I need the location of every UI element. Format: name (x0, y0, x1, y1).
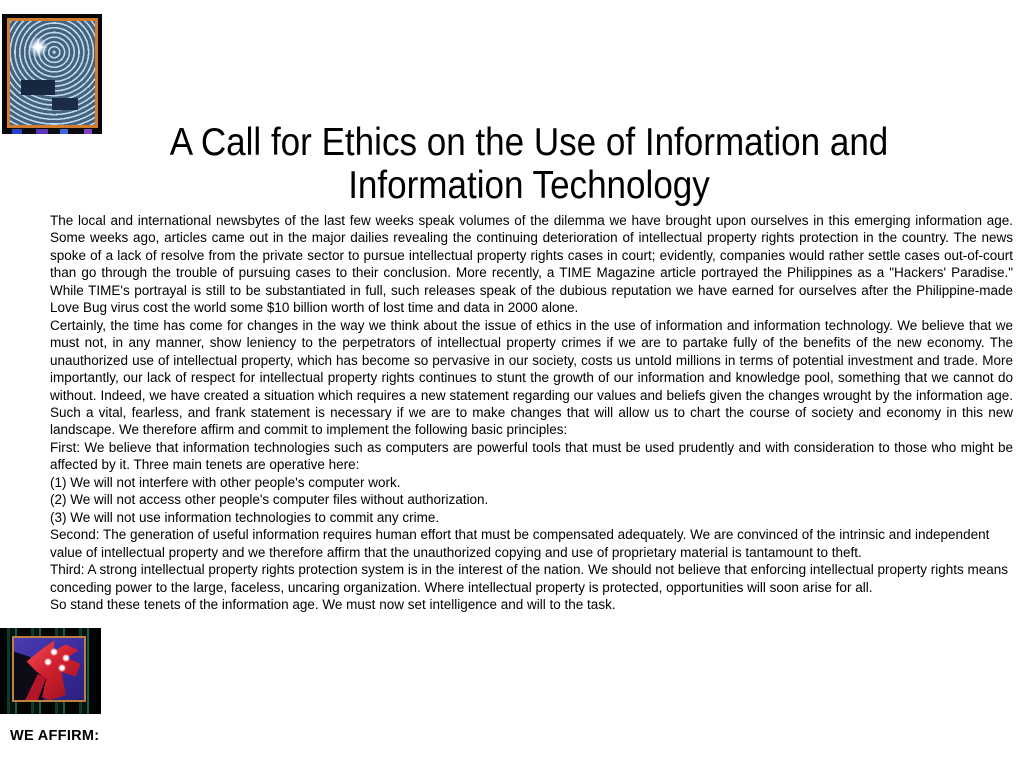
body-paragraph-first-principle: First: We believe that information technologies such as computers are powerful tools that must be used prudently and with consideration to those who might be affected by it. Three main tenets are operative here: (50, 439, 1013, 473)
body-paragraph-third-principle: Third: A strong intellectual property rights protection system is in the interest of the nation. We should not believe that enforcing intellectual property rights means conceding power to the large, faceless, uncaring organization. Where intellectual property is protected, opportunities will soon arise for all. (50, 562, 1009, 595)
slide-title-line-1: A Call for Ethics on the Use of Information and (169, 121, 889, 164)
sparkle-dot-icon (58, 664, 66, 672)
slide-body (50, 212, 1013, 613)
body-paragraph-newsbytes: The local and international newsbytes of the last few weeks speak volumes of the dilemma we have brought upon ourselves in this emerging information age. Some weeks ago, articles came out in the major dailies revealing the continuing deterioration of intellectual property rights protection in the country. The news spoke of a lack of resolve from the private sector to pursue intellectual property rights cases in court; evidently, companies would rather settle cases out-of-court than go through the trouble of pursuing cases to their conclusion. More recently, a TIME Magazine article portrayed the Philippines as a "Hackers' Paradise." While TIME's portrayal is still to be substantiated in full, such releases speak of the dubious reputation we have earned for ourselves after the Philippine-made Love Bug virus cost the world some $10 billion worth of lost time and data in 2000 alone. (50, 213, 1013, 316)
tenet-line-3: (3) We will not use information technologies to commit any crime. (50, 509, 440, 525)
body-paragraph-closing: So stand these tenets of the information age. We must now set intelligence and will to the task. (50, 596, 616, 612)
tenet-line-2: (2) We will not access other people's computer files without authorization. (50, 492, 489, 508)
hands-frame (12, 636, 86, 702)
sparkle-highlight-icon (28, 37, 48, 57)
sparkle-dot-icon (44, 658, 52, 666)
sparkle-dot-icon (62, 654, 70, 662)
red-hands-image (0, 628, 101, 714)
body-paragraph-second-principle: Second: The generation of useful information requires human effort that must be compensated adequately. We are convinced of the intrinsic and independent value of intellectual property and we therefore affirm that the unauthorized copying and use of proprietary material is tantamount to theft. (50, 527, 990, 560)
slide-title (34, 121, 1024, 207)
fingerprint-frame (7, 18, 98, 128)
body-paragraph-certainly: Certainly, the time has come for changes in the way we think about the issue of ethics in the use of information and information technology. We believe that we must not, in any manner, show leniency to the perpetrators of intellectual property crimes if we are to partake fully of the benefits of the new economy. The unauthorized use of intellectual property, which has become so pervasive in our society, costs us untold millions in terms of potential investment and trade. More importantly, our lack of respect for intellectual property rights continues to stunt the growth of our information and knowledge pool, something that we cannot do without. Indeed, we have created a situation which requires a new statement regarding our values and beliefs given the changes wrought by the information age. Such a vital, fearless, and frank statement is necessary if we are to make changes that will allow us to chart the course of society and economy in this new landscape. We therefore affirm and commit to implement the following basic principles: (50, 317, 1013, 438)
slide-title-line-2: Information Technology (348, 164, 710, 207)
sparkle-dot-icon (50, 648, 58, 656)
fingerprint-circuit-image (2, 14, 102, 134)
affirm-heading: WE AFFIRM: (10, 728, 100, 744)
tenet-line-1: (1) We will not interfere with other people's computer work. (50, 474, 401, 490)
